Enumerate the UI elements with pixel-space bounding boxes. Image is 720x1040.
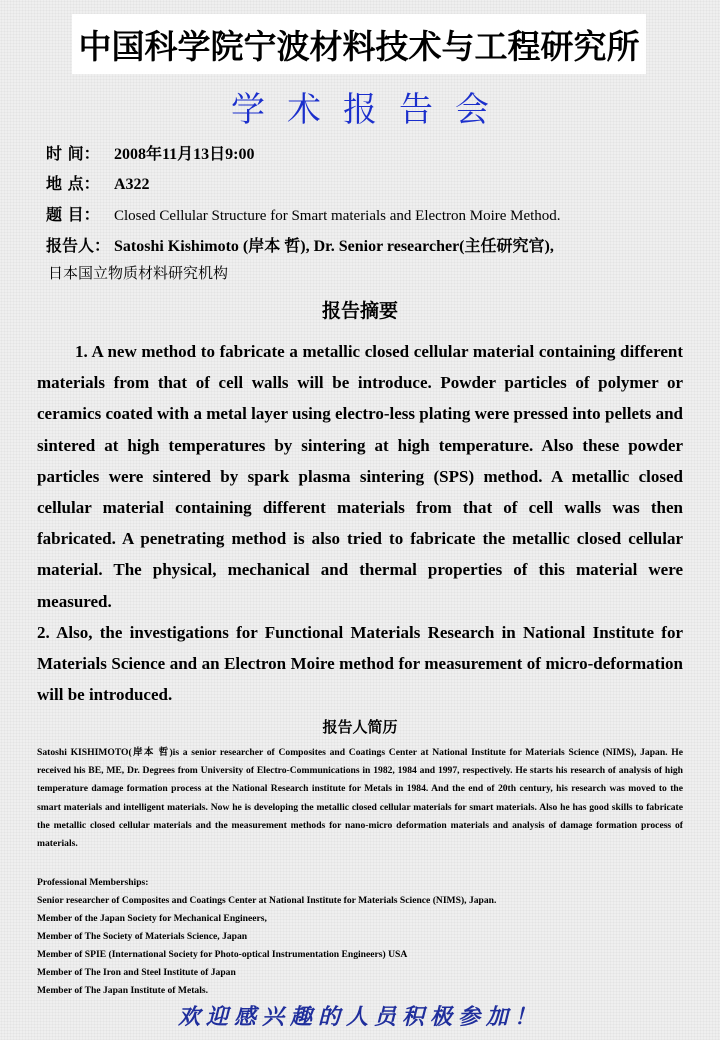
institute-name: 中国科学院宁波材料技术与工程研究所 bbox=[78, 26, 640, 66]
time-label: 时 间： bbox=[46, 144, 100, 163]
event-title: 学术报告会 bbox=[231, 90, 511, 130]
memberships-list bbox=[37, 874, 683, 1000]
membership-item: Member of The Iron and Steel Institute of Japan bbox=[37, 967, 236, 978]
place-row bbox=[46, 171, 150, 194]
bio-heading: 报告人简历 bbox=[322, 718, 398, 736]
time-row bbox=[46, 141, 254, 164]
speaker-row bbox=[46, 233, 554, 256]
time-value: 2008年11月13日9:00 bbox=[114, 146, 255, 163]
speaker-institution: 日本国立物质材料研究机构 bbox=[48, 264, 229, 282]
topic-value: Closed Cellular Structure for Smart materials and Electron Moire Method. bbox=[114, 208, 561, 224]
membership-item: Member of the Japan Society for Mechanical Engineers, bbox=[37, 913, 267, 924]
place-value: A322 bbox=[114, 176, 150, 193]
membership-item: Member of SPIE (International Society for Photo-optical Instrumentation Engineers) USA bbox=[37, 949, 408, 960]
institute-banner bbox=[72, 14, 646, 74]
place-label: 地 点： bbox=[46, 174, 100, 193]
abstract-paragraph-2: 2. Also, the investigations for Functional Materials Research in National Institute for Materials Science and an Electron Moire method for measurement of micro-deformation will be introduced. bbox=[37, 622, 683, 705]
topic-label: 题 目： bbox=[46, 205, 100, 224]
memberships-heading: Professional Memberships: bbox=[37, 877, 149, 888]
membership-item: Senior researcher of Composites and Coatings Center at National Institute for Materials Science (NIMS), Japan. bbox=[37, 895, 497, 906]
abstract-body bbox=[37, 336, 683, 710]
speaker-label: 报告人： bbox=[46, 236, 111, 255]
membership-item: Member of The Japan Institute of Metals. bbox=[37, 985, 208, 996]
speaker-value: Satoshi Kishimoto (岸本 哲), Dr. Senior researcher(主任研究官), bbox=[114, 238, 554, 255]
abstract-paragraph-1: 1. A new method to fabricate a metallic closed cellular material containing different materials from that of cell walls will be introduce. Powder particles of polymer or ceramics coated with a metal layer using electro-less plating were pressed into pellets and sintered at high temperatures by sintering at high temperature. Also these powder particles were sintered by spark plasma sintering (SPS) method. A metallic closed cellular material containing different materials from that of cell walls was then fabricated. A penetrating method is also tried to fabricate the metallic closed cellular material. The physical, mechanical and thermal properties of this material were measured. bbox=[37, 342, 683, 611]
membership-item: Member of The Society of Materials Science, Japan bbox=[37, 931, 248, 942]
bio-text: Satoshi KISHIMOTO(岸本 哲)is a senior researcher of Composites and Coatings Center at National Institute for Materials Science (NIMS), Japan. He received his BE, ME, Dr. Degrees from University of Electro-Communications in 1982, 1984 and 1997, respectively. He starts his research of analysis of high temperature damage formation process at the National Research institute for Metals in 1984. And the end of 20th century, his research was moved to the smart materials and intelligent materials. Now he is developing the metallic closed cellular materials for smart materials. Also he has good skills to fabricate the metallic closed cellular materials and the measurement methods for nano-micro deformation materials and analysis of damage formation process of materials. bbox=[37, 747, 683, 850]
abstract-heading: 报告摘要 bbox=[321, 300, 398, 322]
welcome-message: 欢迎感兴趣的人员积极参加！ bbox=[177, 1004, 542, 1030]
topic-row bbox=[46, 202, 561, 225]
